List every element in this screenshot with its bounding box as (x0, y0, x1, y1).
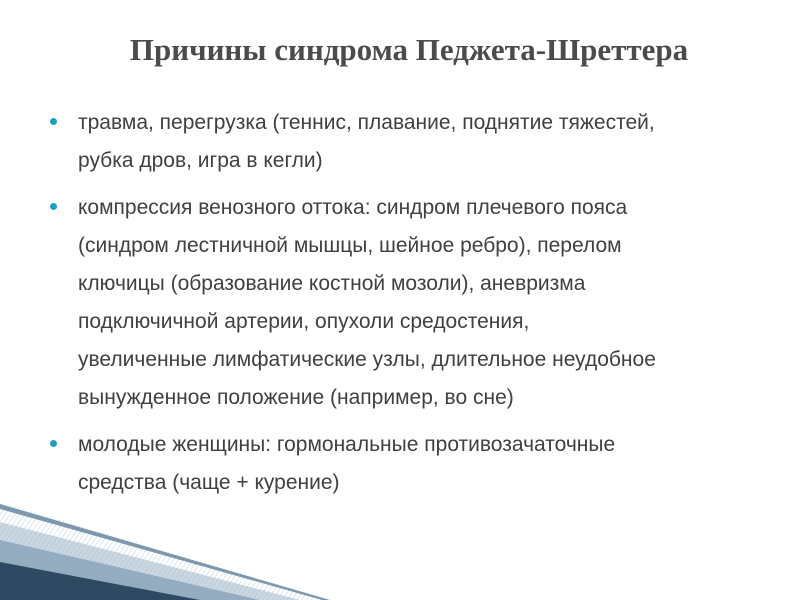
decorative-wedge (0, 500, 800, 600)
bullet-line: рубка дров, игра в кегли) (78, 149, 323, 172)
bullet-item (50, 104, 750, 180)
bullet-line: молодые женщины: гормональные противозачаточные (78, 433, 616, 456)
bullet-item (50, 426, 750, 502)
bullet-dot-icon (50, 203, 57, 210)
bullet-dot-icon (50, 440, 57, 447)
bullet-line: увеличенные лимфатические узлы, длительное неудобное (78, 348, 656, 371)
bullet-line: (синдром лестничной мышцы, шейное ребро), перелом (78, 234, 622, 257)
bullet-line: подключичной артерии, опухоли средостения, (78, 310, 530, 333)
bullet-dot-icon (50, 118, 57, 125)
bullet-line: средства (чаще + курение) (78, 471, 340, 494)
bullet-line: вынужденное положение (например, во сне) (78, 386, 514, 409)
bullet-list (50, 104, 750, 511)
slide-title: Причины синдрома Педжета-Шреттера (129, 32, 689, 67)
bullet-line: ключицы (образование костной мозоли), аневризма (78, 272, 586, 295)
bullet-line: компрессия венозного оттока: синдром плечевого пояса (78, 196, 628, 219)
bullet-line: травма, перегрузка (теннис, плавание, поднятие тяжестей, (78, 111, 655, 134)
bullet-item (50, 189, 750, 417)
